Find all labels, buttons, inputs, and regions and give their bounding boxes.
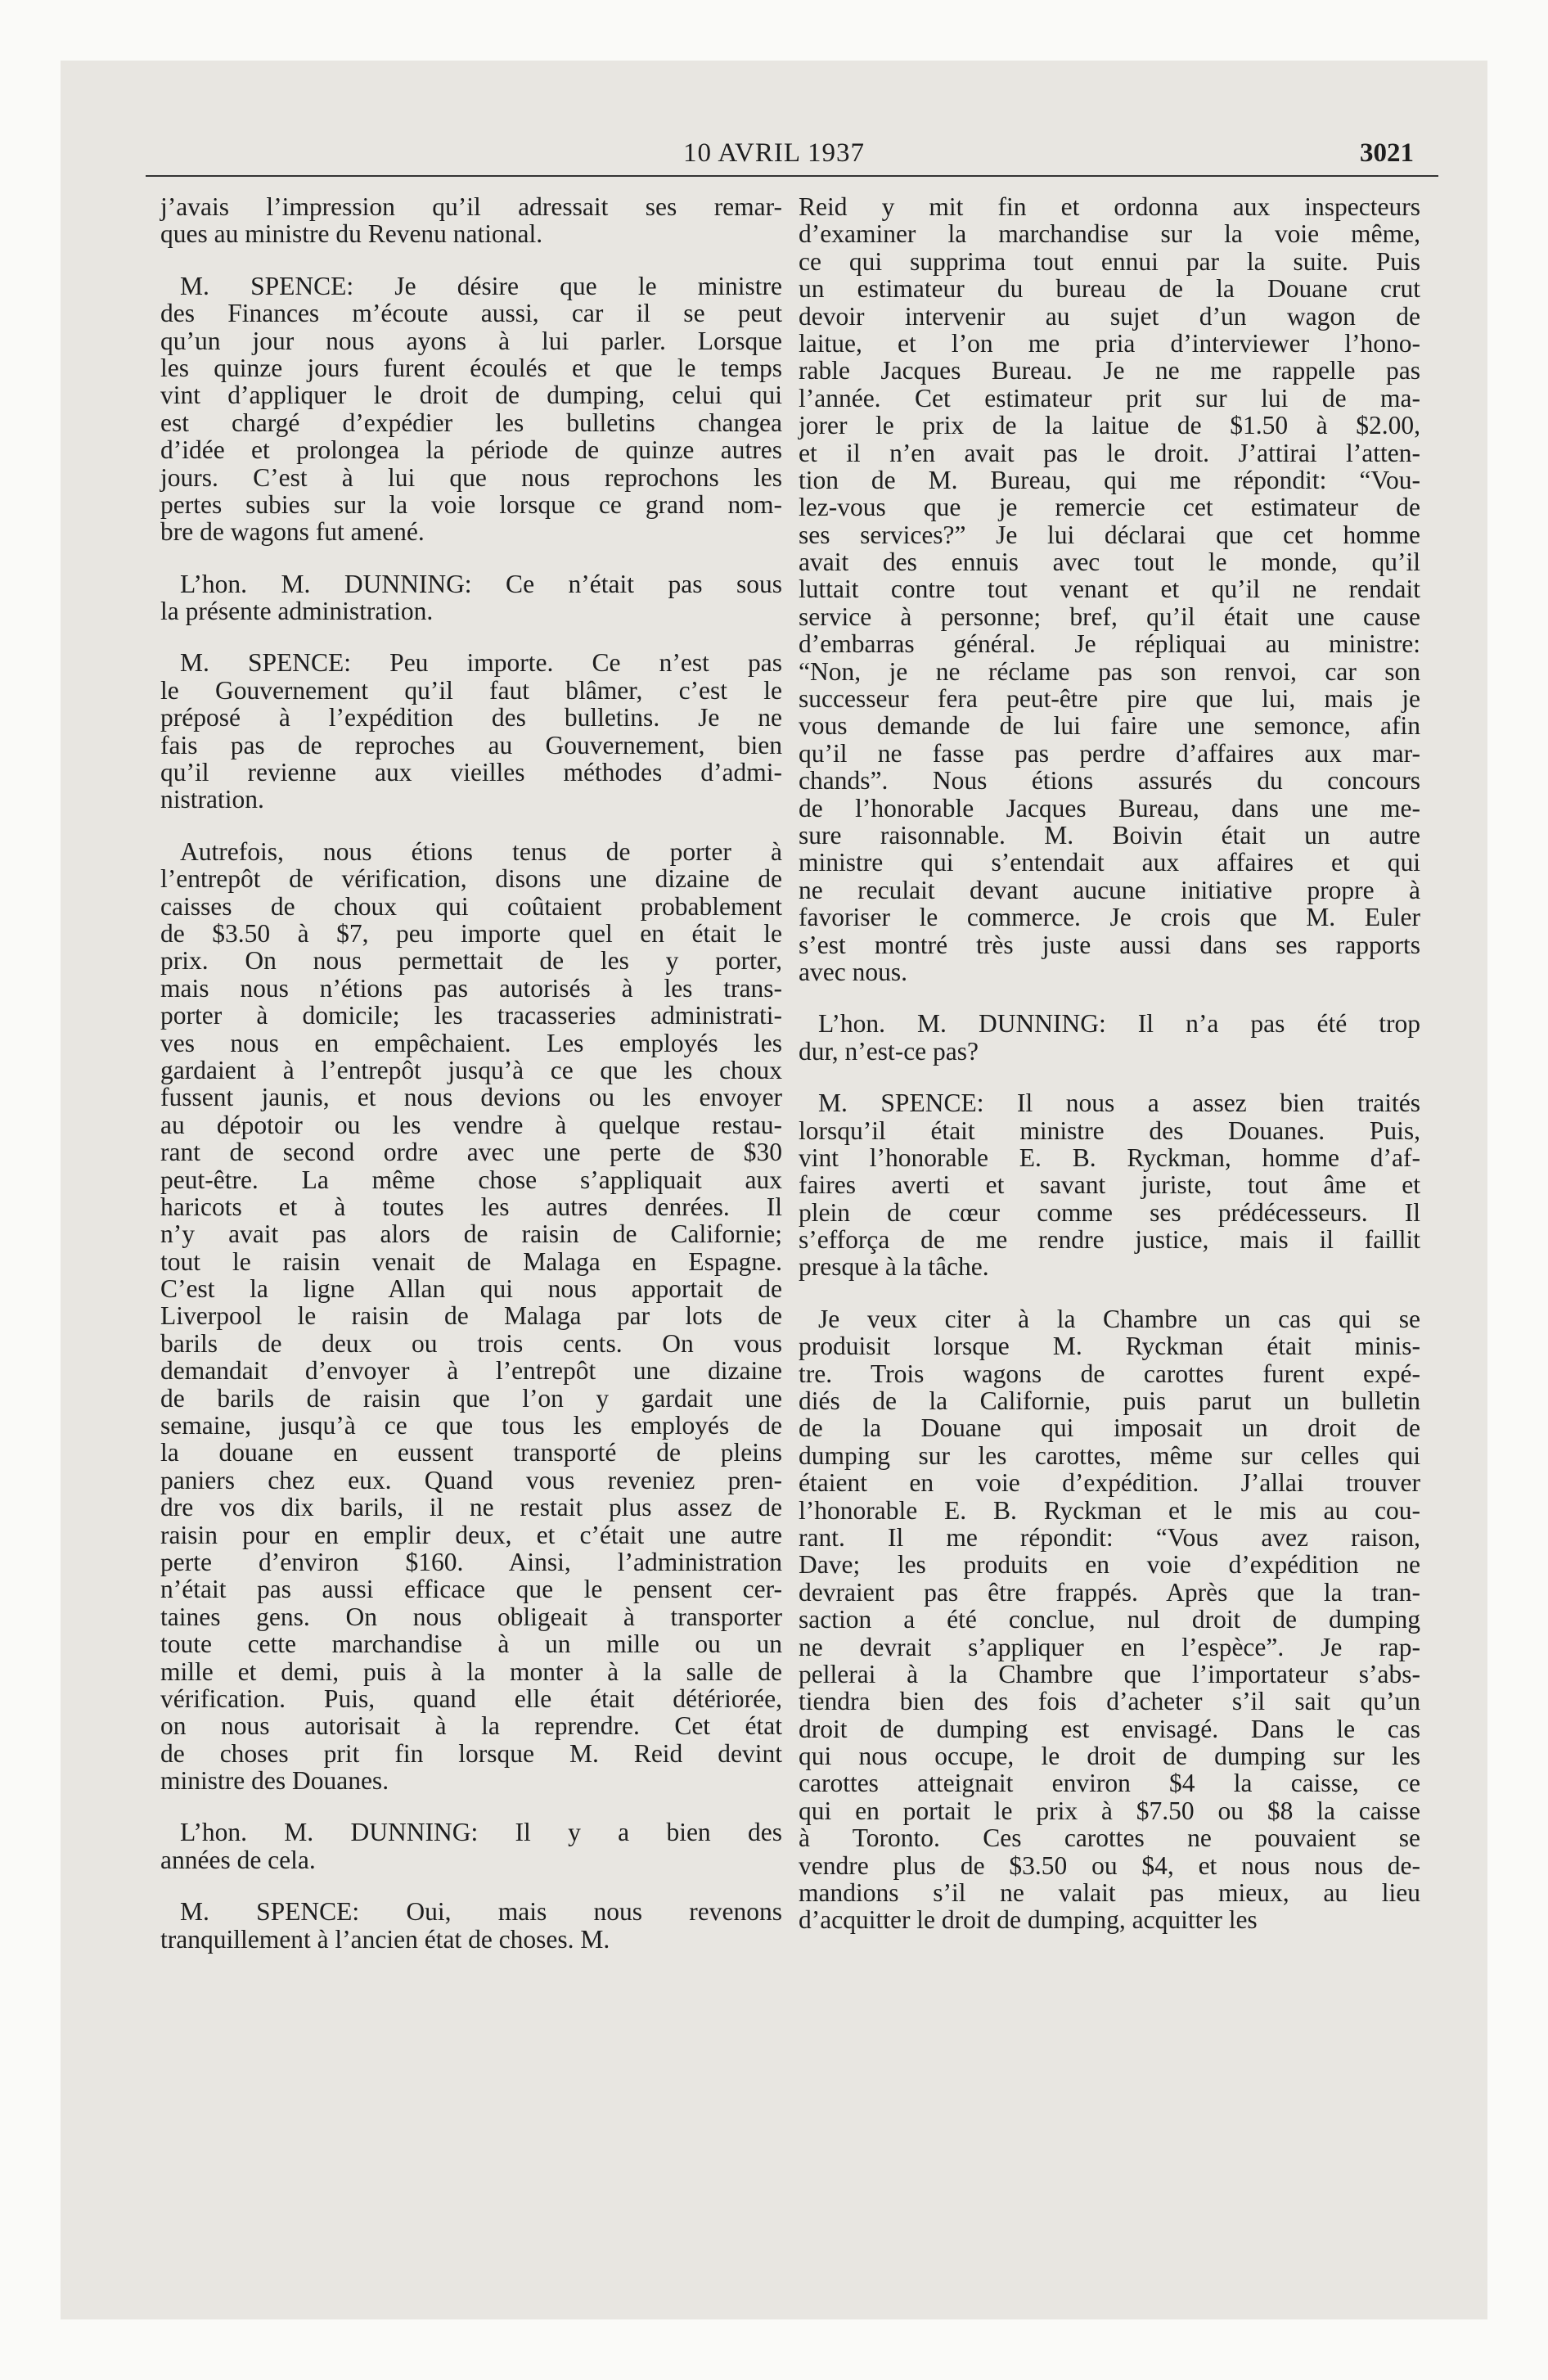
text-line: de barils de raisin que l’on y gardait une	[160, 1383, 782, 1413]
page-number: 3021	[1360, 138, 1414, 168]
text-line: vint d’appliquer le droit de dumping, celui qui	[160, 381, 782, 410]
text-line: bre de wagons fut amené.	[160, 517, 425, 547]
text-line: tout le raisin venait de Malaga en Espagne.	[160, 1246, 782, 1276]
text-line: L’hon. M. DUNNING: Il n’a pas été trop	[818, 1009, 1420, 1039]
text-line: années de cela.	[160, 1845, 316, 1874]
text-line: raisin pour en emplir deux, et c’était une autre	[160, 1520, 782, 1549]
text-line: jorer le prix de la laitue de $1.50 à $2.00,	[799, 411, 1420, 440]
text-line: gardaient à l’entrepôt jusqu’à ce que les choux	[160, 1055, 782, 1084]
paragraph	[799, 193, 1420, 985]
text-line: rant de second ordre avec une perte de $30	[160, 1138, 782, 1167]
paragraph	[160, 273, 782, 546]
text-line: ves nous en empêchaient. Les employés les	[160, 1028, 782, 1057]
text-line: L’hon. M. DUNNING: Ce n’était pas sous	[180, 569, 782, 598]
text-line: fussent jaunis, et nous devions ou les envoyer	[160, 1083, 782, 1112]
paragraph	[799, 1010, 1420, 1065]
text-line: mandions s’il ne valait pas mieux, au lieu	[799, 1878, 1420, 1908]
paragraph	[160, 838, 782, 1795]
text-line: porter à domicile; les tracasseries administrati-	[160, 1001, 782, 1030]
text-line: s’efforça de me rendre justice, mais il faillit	[799, 1225, 1420, 1255]
text-line: sure raisonnable. M. Boivin était un autre	[799, 820, 1420, 850]
text-line: les quinze jours furent écoulés et que le temps	[160, 353, 782, 382]
text-line: ministre des Douanes.	[160, 1766, 389, 1796]
text-line: C’est la ligne Allan qui nous apportait de	[160, 1274, 782, 1304]
text-line: M. SPENCE: Je désire que le ministre	[180, 271, 782, 300]
text-line: d’examiner la marchandise sur la voie même,	[799, 219, 1420, 249]
text-line: M. SPENCE: Oui, mais nous revenons	[180, 1897, 782, 1927]
text-line: de $3.50 à $7, peu importe quel en était le	[160, 918, 782, 948]
text-line: semaine, jusqu’à ce que tous les employés de	[160, 1411, 782, 1440]
text-line: dumping sur les carottes, même sur celles qui	[799, 1440, 1420, 1470]
text-line: Je veux citer à la Chambre un cas qui se	[818, 1304, 1420, 1333]
text-line: préposé à l’expédition des bulletins. Je ne	[160, 703, 782, 732]
text-line: vous demande de lui faire une semonce, afin	[799, 711, 1420, 741]
text-line: tre. Trois wagons de carottes furent expé-	[799, 1359, 1420, 1388]
text-line: plein de cœur comme ses prédécesseurs. Il	[799, 1197, 1420, 1227]
text-line: des Finances m’écoute aussi, car il se peut	[160, 299, 782, 328]
text-line: d’embarras général. Je répliquai au ministre:	[799, 629, 1420, 659]
text-line: nistration.	[160, 785, 264, 814]
text-line: M. SPENCE: Peu importe. Ce n’est pas	[180, 648, 782, 678]
text-line: pertes subies sur la voie lorsque ce grand nom-	[160, 489, 782, 519]
text-line: Reid y mit fin et ordonna aux inspecteurs	[799, 192, 1420, 221]
text-line: prix. On nous permettait de les y porter,	[160, 946, 782, 976]
text-line: l’entrepôt de vérification, disons une dizaine de	[160, 864, 782, 894]
text-line: Liverpool le raisin de Malaga par lots de	[160, 1301, 782, 1331]
text-line: diés de la Californie, puis parut un bulletin	[799, 1386, 1420, 1416]
text-line: l’année. Cet estimateur prit sur lui de ma-	[799, 383, 1420, 412]
text-line: avec nous.	[799, 957, 907, 986]
paragraph	[160, 649, 782, 813]
text-line: M. SPENCE: Il nous a assez bien traités	[818, 1089, 1420, 1118]
text-line: favoriser le commerce. Je crois que M. Euler	[799, 903, 1420, 932]
right-column	[799, 193, 1420, 1934]
text-line: vint l’honorable E. B. Ryckman, homme d’af-	[799, 1143, 1420, 1172]
text-line: d’idée et prolongea la période de quinze autres	[160, 435, 782, 465]
text-line: le Gouvernement qu’il faut blâmer, c’est le	[160, 675, 782, 705]
text-line: service à personne; bref, qu’il était une cause	[799, 602, 1420, 631]
text-line: devraient pas être frappés. Après que la tran-	[799, 1577, 1420, 1607]
text-line: la douane en eussent transporté de pleins	[160, 1438, 782, 1467]
text-line: luttait contre tout venant et qu’il ne rendait	[799, 575, 1420, 604]
text-line: de la Douane qui imposait un droit de	[799, 1413, 1420, 1443]
text-line: paniers chez eux. Quand vous reveniez pren-	[160, 1465, 782, 1494]
paragraph	[799, 1305, 1420, 1934]
text-line: demandait d’envoyer à l’entrepôt une dizaine	[160, 1356, 782, 1386]
text-line: saction a été conclue, nul droit de dumping	[799, 1605, 1420, 1634]
paragraph	[160, 193, 782, 248]
left-column	[160, 193, 782, 1953]
text-line: au dépotoir ou les vendre à quelque restau-	[160, 1110, 782, 1139]
text-line: tion de M. Bureau, qui me répondit: “Vou-	[799, 465, 1420, 494]
text-line: “Non, je ne réclame pas son renvoi, car son	[799, 656, 1420, 686]
text-line: devoir intervenir au sujet d’un wagon de	[799, 301, 1420, 331]
text-line: qu’il ne fasse pas perdre d’affaires aux mar-	[799, 738, 1420, 768]
text-line: avait des ennuis avec tout le monde, qu’il	[799, 548, 1420, 577]
text-line: jours. C’est à lui que nous reprochons les	[160, 462, 782, 492]
text-line: tranquillement à l’ancien état de choses. M.	[160, 1924, 610, 1954]
text-line: barils de deux ou trois cents. On vous	[160, 1328, 782, 1358]
text-line: dre vos dix barils, il ne restait plus assez de	[160, 1493, 782, 1522]
text-line: la présente administration.	[160, 597, 434, 626]
text-line: ministre qui s’entendait aux affaires et qui	[799, 848, 1420, 877]
text-line: et il n’en avait pas le droit. J’attirai l’atten-	[799, 438, 1420, 467]
text-line: de l’honorable Jacques Bureau, dans une me-	[799, 793, 1420, 823]
text-line: un estimateur du bureau de la Douane crut	[799, 274, 1420, 304]
text-line: haricots et à toutes les autres denrées. Il	[160, 1192, 782, 1221]
text-line: dur, n’est-ce pas?	[799, 1036, 979, 1066]
text-line: carottes atteignait environ $4 la caisse, ce	[799, 1769, 1420, 1798]
paragraph	[160, 570, 782, 625]
text-line: ques au ministre du Revenu national.	[160, 219, 543, 249]
page-date: 10 AVRIL 1937	[682, 138, 866, 168]
text-line: chands”. Nous étions assurés du concours	[799, 766, 1420, 796]
text-line: produisit lorsque M. Ryckman était minis-	[799, 1332, 1420, 1361]
text-line: rant. Il me répondit: “Vous avez raison,	[799, 1522, 1420, 1552]
paragraph	[160, 1898, 782, 1953]
text-line: toute cette marchandise à un mille ou un	[160, 1629, 782, 1659]
text-line: n’était pas aussi efficace que le pensent cer-	[160, 1575, 782, 1604]
text-line: perte d’environ $160. Ainsi, l’administration	[160, 1547, 782, 1576]
text-line: pellerai à la Chambre que l’importateur s’abs-	[799, 1659, 1420, 1688]
text-line: successeur fera peut-être pire que lui, mais je	[799, 684, 1420, 714]
text-line: rable Jacques Bureau. Je ne me rappelle pas	[799, 356, 1420, 385]
text-line: ses services?” Je lui déclarai que cet homme	[799, 520, 1420, 549]
text-line: fais pas de reproches au Gouvernement, bien	[160, 730, 782, 760]
text-line: qui nous occupe, le droit de dumping sur les	[799, 1742, 1420, 1771]
text-line: caisses de choux qui coûtaient probablement	[160, 891, 782, 921]
text-line: s’est montré très juste aussi dans ses rapports	[799, 930, 1420, 959]
text-line: droit de dumping est envisagé. Dans le cas	[799, 1714, 1420, 1743]
text-line: d’acquitter le droit de dumping, acquitter les	[799, 1905, 1258, 1935]
text-line: peut-être. La même chose s’appliquait aux	[160, 1165, 782, 1194]
text-line: presque à la tâche.	[799, 1252, 989, 1282]
text-line: vendre plus de $3.50 ou $4, et nous nous de-	[799, 1850, 1420, 1880]
text-line: tiendra bien des fois d’acheter s’il sait qu’un	[799, 1687, 1420, 1716]
header-rule	[146, 175, 1438, 177]
text-line: qui en portait le prix à $7.50 ou $8 la caisse	[799, 1796, 1420, 1825]
text-line: l’honorable E. B. Ryckman et le mis au cou-	[799, 1495, 1420, 1525]
text-line: lez-vous que je remercie cet estimateur de	[799, 493, 1420, 522]
text-line: n’y avait pas alors de raisin de Californie;	[160, 1219, 782, 1249]
text-line: Autrefois, nous étions tenus de porter à	[180, 836, 782, 866]
text-line: ne devrait s’appliquer en l’espèce”. Je rap-	[799, 1632, 1420, 1661]
paragraph	[799, 1089, 1420, 1281]
text-line: mais nous n’étions pas autorisés à les trans-	[160, 973, 782, 1003]
text-line: lorsqu’il était ministre des Douanes. Puis,	[799, 1116, 1420, 1145]
text-line: ce qui supprima tout ennui par la suite. Puis	[799, 246, 1420, 276]
paragraph	[160, 1819, 782, 1873]
text-line: est chargé d’expédier les bulletins changea	[160, 408, 782, 437]
text-line: taines gens. On nous obligeait à transporter	[160, 1602, 782, 1631]
text-line: qu’il revienne aux vieilles méthodes d’admi-	[160, 758, 782, 787]
text-line: j’avais l’impression qu’il adressait ses remar-	[160, 192, 782, 221]
text-line: vérification. Puis, quand elle était détériorée,	[160, 1684, 782, 1713]
text-line: à Toronto. Ces carottes ne pouvaient se	[799, 1823, 1420, 1853]
text-line: qu’un jour nous ayons à lui parler. Lorsque	[160, 326, 782, 355]
text-line: de choses prit fin lorsque M. Reid devint	[160, 1738, 782, 1768]
text-line: ne reculait devant aucune initiative propre à	[799, 875, 1420, 904]
text-line: mille et demi, puis à la monter à la salle de	[160, 1657, 782, 1686]
text-line: étaient en voie d’expédition. J’allai trouver	[799, 1468, 1420, 1498]
text-line: faires averti et savant juriste, tout âme et	[799, 1170, 1420, 1200]
text-line: L’hon. M. DUNNING: Il y a bien des	[180, 1818, 782, 1847]
text-line: laitue, et l’on me pria d’interviewer l’hono-	[799, 328, 1420, 358]
text-line: on nous autorisait à la reprendre. Cet état	[160, 1711, 782, 1741]
text-line: Dave; les produits en voie d’expédition ne	[799, 1550, 1420, 1580]
